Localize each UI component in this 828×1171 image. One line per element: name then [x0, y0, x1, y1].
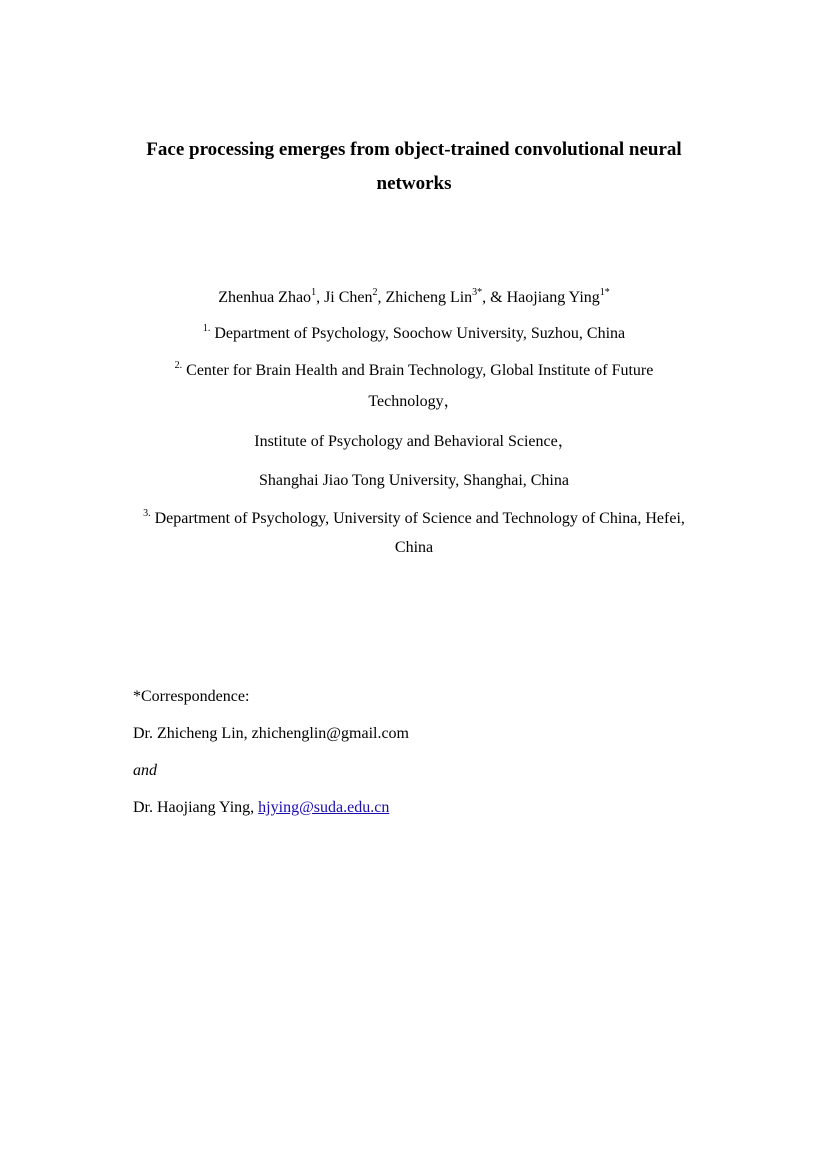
- correspondence-label: *Correspondence:: [133, 688, 250, 705]
- author-separator: ,: [316, 289, 325, 306]
- affiliation-marker: 3.: [143, 507, 151, 519]
- author-name: Zhenhua Zhao: [218, 289, 312, 306]
- affiliation-2-line-1: [60, 359, 768, 380]
- affiliation-3-line-1: [60, 507, 768, 528]
- affiliation-2-line-3: Institute of Psychology and Behavioral Science，: [254, 433, 574, 450]
- affiliation-2-line-4: Shanghai Jiao Tong University, Shanghai, China: [259, 472, 569, 489]
- author-name: Ji Chen: [324, 289, 373, 306]
- affiliation-2-line-2: Technology，: [368, 393, 460, 410]
- author-name: Haojiang Ying: [506, 289, 600, 306]
- affiliation-text: Department of Psychology, University of Science and Technology of China, Hefei,: [150, 510, 685, 527]
- author-separator: , &: [482, 289, 507, 306]
- author-separator: ,: [377, 289, 386, 306]
- correspondence-author-1: Dr. Zhicheng Lin, zhichenglin@gmail.com: [133, 725, 409, 742]
- affiliation-text: Department of Psychology, Soochow University, Suzhou, China: [210, 325, 626, 342]
- paper-title-line-2: networks: [376, 173, 452, 194]
- correspondence-and: and: [133, 762, 157, 779]
- email-link[interactable]: hjying@suda.edu.cn: [258, 799, 390, 816]
- author-affiliation-mark: 3*: [472, 286, 483, 298]
- affiliation-text: Center for Brain Health and Brain Technology, Global Institute of Future: [182, 362, 654, 379]
- paper-title-line-1: Face processing emerges from object-trained convolutional neural: [146, 139, 682, 160]
- affiliation-3-line-2: China: [394, 539, 434, 556]
- affiliation-marker: 2.: [174, 359, 183, 371]
- author-list: [60, 286, 768, 307]
- author-affiliation-mark: 1*: [599, 286, 610, 298]
- author-affiliation-mark: 2: [372, 286, 378, 298]
- correspondence-author-2: [133, 799, 389, 817]
- affiliation-1: [60, 322, 768, 343]
- author-name: Zhicheng Lin: [385, 289, 473, 306]
- affiliation-marker: 1.: [202, 322, 211, 334]
- author-affiliation-mark: 1: [311, 286, 317, 298]
- correspondence-author-2-name: Dr. Haojiang Ying,: [133, 799, 259, 816]
